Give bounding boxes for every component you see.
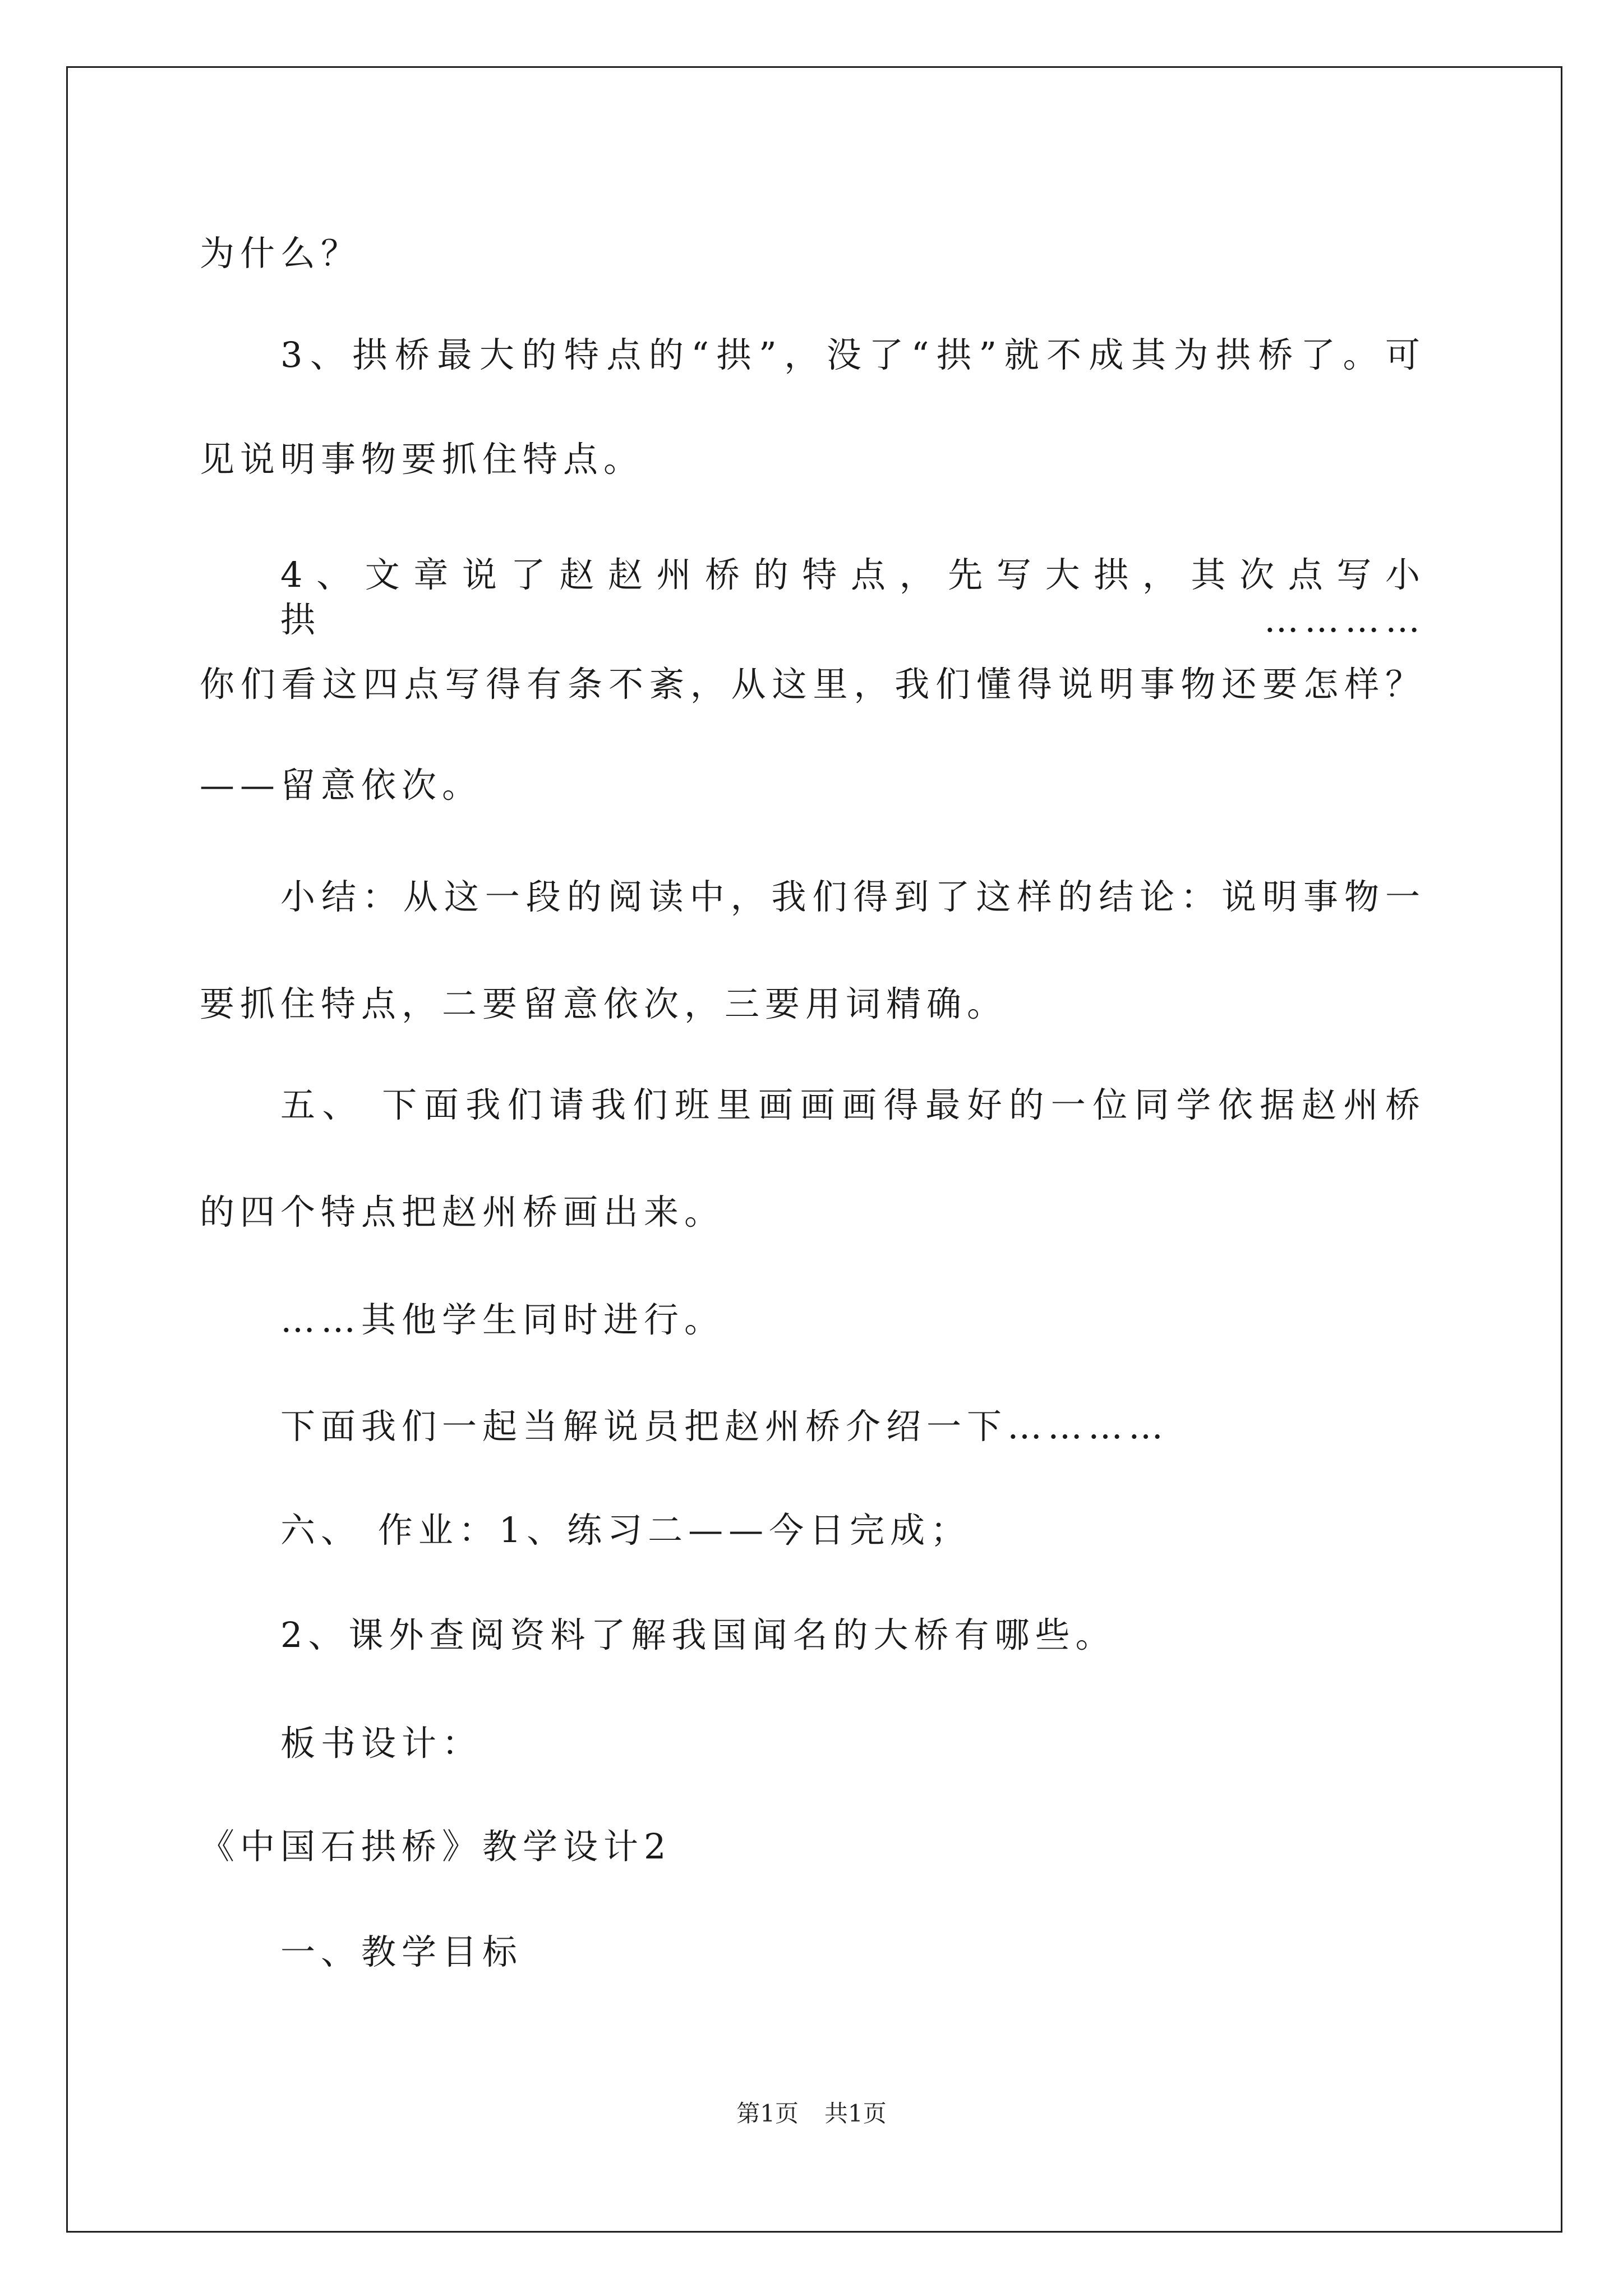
text-line-4: 4、文章说了赵赵州桥的特点，先写大拱，其次点写小拱………… <box>280 554 1426 640</box>
page-footer <box>0 2098 1623 2129</box>
text-line-14: 2、课外查阅资料了解我国闻名的大桥有哪些。 <box>280 1614 1116 1655</box>
text-line-10: 的四个特点把赵州桥画出来。 <box>200 1191 725 1232</box>
text-line-8: 要抓住特点，二要留意依次，三要用词精确。 <box>200 983 1008 1024</box>
text-line-3: 见说明事物要抓住特点。 <box>200 439 644 480</box>
text-line-6: ——留意依次。 <box>200 765 483 806</box>
text-line-7: 小结：从这一段的阅读中，我们得到了这样的结论：说明事物一 <box>280 876 1426 917</box>
text-line-13: 六、 作业：1、练习二——今日完成； <box>280 1510 971 1550</box>
page-total: 共1页 <box>824 2100 887 2127</box>
text-line-15: 板书设计： <box>280 1723 483 1764</box>
text-line-5: 你们看这四点写得有条不紊，从这里，我们懂得说明事物还要怎样？ <box>200 664 1426 705</box>
text-line-16: 《中国石拱桥》教学设计2 <box>200 1826 672 1867</box>
text-line-11: ……其他学生同时进行。 <box>280 1299 725 1340</box>
text-line-1: 为什么？ <box>200 233 362 274</box>
text-line-17: 一、教学目标 <box>280 1931 523 1972</box>
page-border <box>66 66 1562 2233</box>
text-line-12: 下面我们一起当解说员把赵州桥介绍一下………… <box>280 1406 1169 1447</box>
text-line-2: 3、拱桥最大的特点的“拱”，没了“拱”就不成其为拱桥了。可 <box>280 334 1426 375</box>
page-number: 第1页 <box>736 2100 799 2127</box>
text-line-9: 五、 下面我们请我们班里画画画得最好的一位同学依据赵州桥 <box>280 1084 1426 1125</box>
